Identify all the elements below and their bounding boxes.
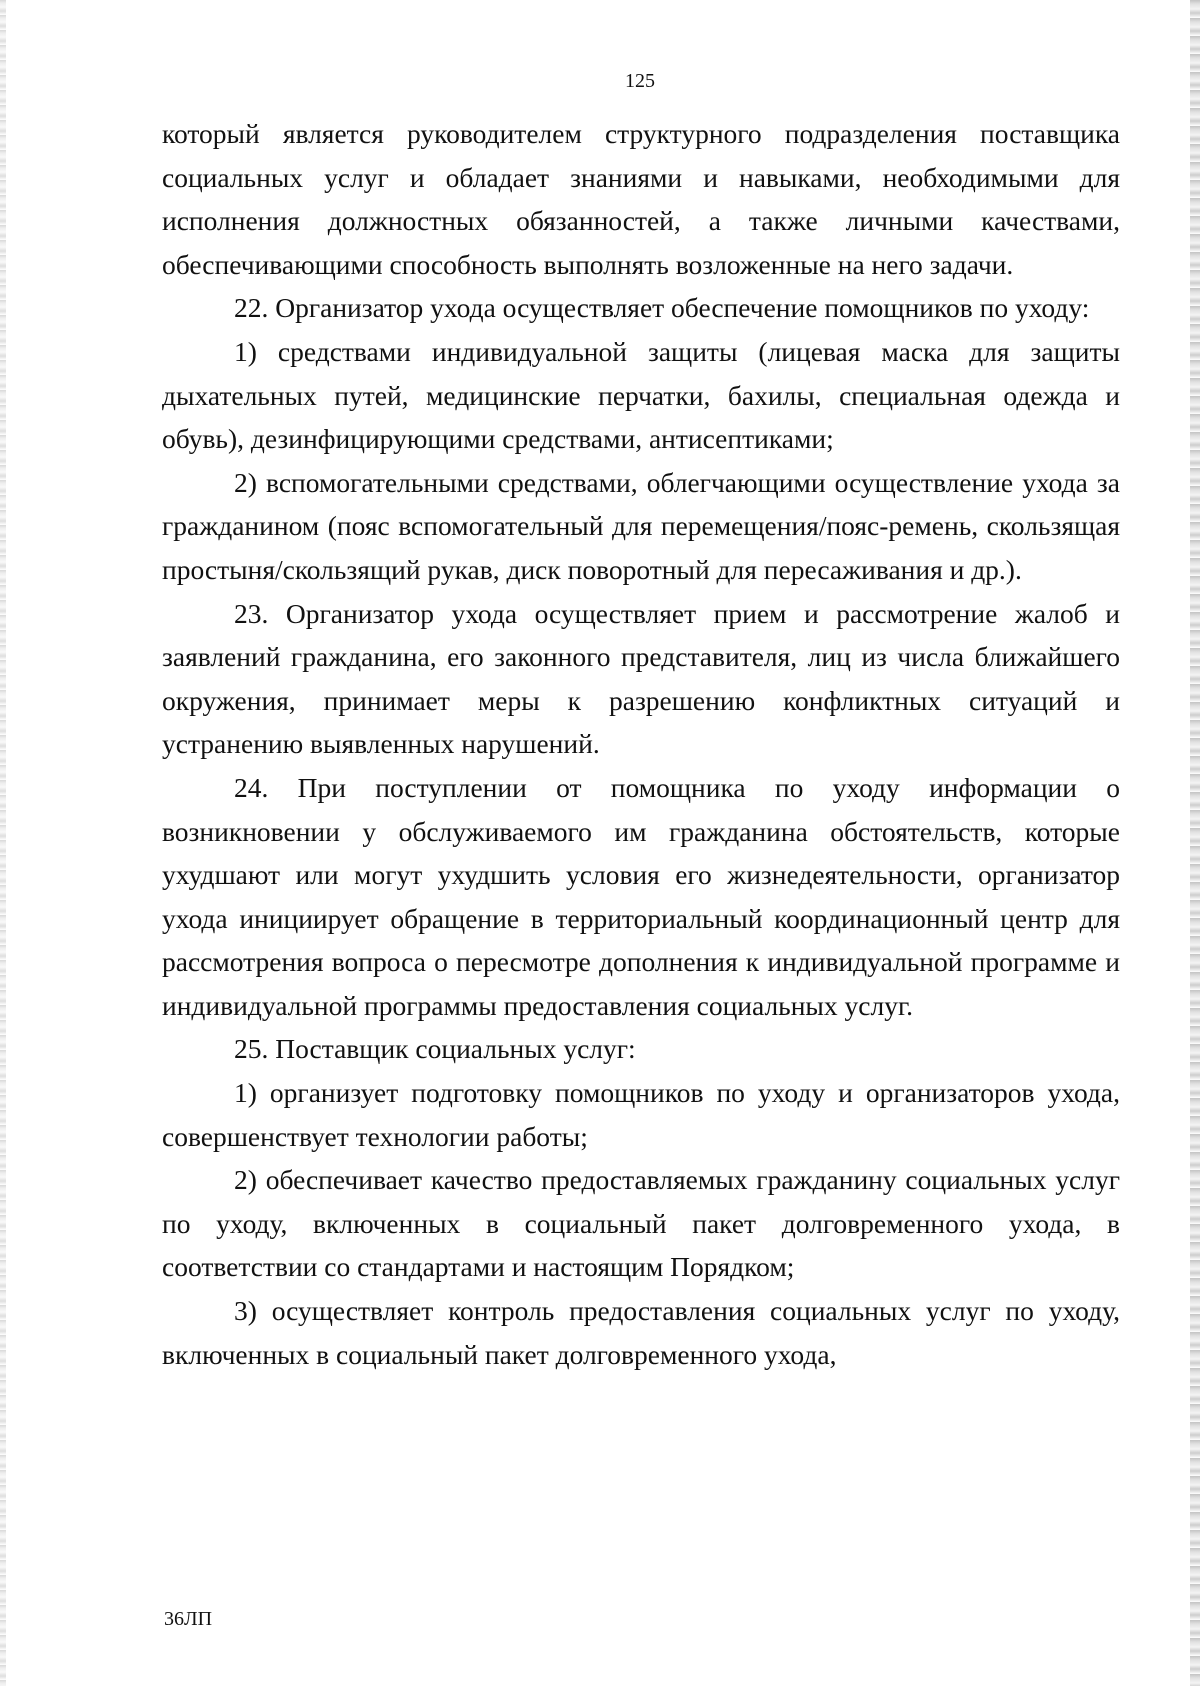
paragraph-subitem-25-1: 1) организует подготовку помощников по уходу и организаторов ухода, совершенствует технологии работы; <box>162 1077 1120 1152</box>
scan-edge-right <box>1190 0 1200 1686</box>
paragraph-item-22: 22. Организатор ухода осуществляет обеспечение помощников по уходу: <box>234 292 1090 324</box>
page-number: 125 <box>625 70 655 92</box>
paragraph-subitem-25-3: 3) осуществляет контроль предоставления социальных услуг по уходу, включенных в социальный пакет долговременного ухода, <box>162 1295 1120 1370</box>
document-code: 36ЛП <box>164 1608 213 1630</box>
paragraph-subitem-22-2: 2) вспомогательными средствами, облегчающими осуществление ухода за гражданином (пояс вспомогательный для перемещения/пояс-ремень, скользящая простыня/скользящий рукав, диск поворотный для пересаживания и др.). <box>162 466 1120 585</box>
paragraph-subitem-25-2: 2) обеспечивает качество предоставляемых гражданину социальных услуг по уходу, включенных в социальный пакет долговременного ухода, в соответствии со стандартами и настоящим Порядком; <box>162 1164 1120 1283</box>
paragraph-continuation: который является руководителем структурного подразделения поставщика социальных услуг и обладает знаниями и навыками, необходимыми для исполнения должностных обязанностей, а также личными качествами, обеспечивающими способность выполнять возложенные на него задачи. <box>162 118 1120 280</box>
scan-edge-left <box>0 0 6 1686</box>
paragraph-item-23: 23. Организатор ухода осуществляет прием и рассмотрение жалоб и заявлений гражданина, его законного представителя, лиц из числа ближайшего окружения, принимает меры к разрешению конфликтных ситуаций и устранению выявленных нарушений. <box>162 597 1120 760</box>
paragraph-item-24: 24. При поступлении от помощника по уходу информации о возникновении у обслуживаемого им гражданина обстоятельств, которые ухудшают или могут ухудшить условия его жизнедеятельности, организатор ухода инициирует обращение в территориальный координационный центр для рассмотрения вопроса о пересмотре дополнения к индивидуальной программе и индивидуальной программы предоставления социальных услуг. <box>162 771 1120 1021</box>
paragraph-item-25: 25. Поставщик социальных услуг: <box>234 1033 636 1065</box>
document-body <box>162 112 1120 1376</box>
paragraph-subitem-22-1: 1) средствами индивидуальной защиты (лицевая маска для защиты дыхательных путей, медицинские перчатки, бахилы, специальная одежда и обувь), дезинфицирующими средствами, антисептиками; <box>162 335 1120 455</box>
